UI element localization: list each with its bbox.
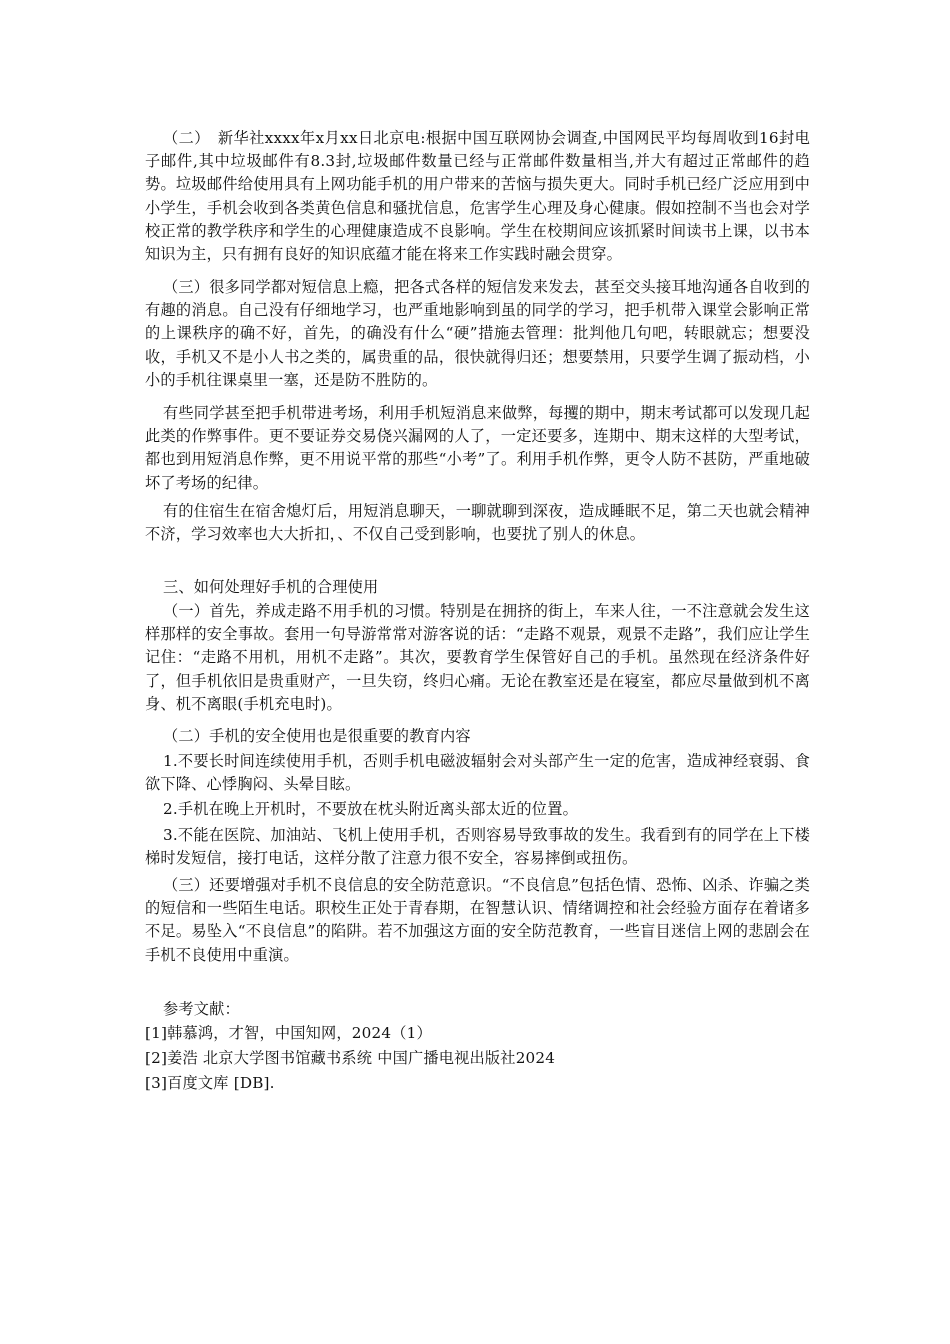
list-item-safe-use-1: 1.不要长时间连续使用手机，否则手机电磁波辐射会对头部产生一定的危害，造成神经衰弱、食欲下降、心悸胸闷、头晕目眩。 [145,752,810,794]
paragraph-section2-news: （二） 新华社xxxx年x月xx日北京电:根据中国互联网协会调查,中国网民平均每周收到16封电子邮件,其中垃圾邮件有8.3封,垃圾邮件数量已经与正常邮件数量相当,并大有超过正常邮件的趋势。垃圾邮件给使用具有上网功能手机的用户带来的苦恼与损失更大。同时手机已经广泛应用到中小学生，手机会收到各类黄色信息和骚扰信息，危害学生心理及身心健康。假如控制不当也会对学校正常的教学秩序和学生的心理健康造成不良影响。学生在校期间应该抓紧时间读书上课，以书本知识为主，只有拥有良好的知识底蕴才能在将来工作实践时融会贯穿。 [145,129,810,264]
references-heading: 参考文献： [163,1000,240,1018]
section3-heading: 三、如何处理好手机的合理使用 [163,578,379,596]
list-item-safe-use-3: 3.不能在医院、加油站、飞机上使用手机，否则容易导致事故的发生。我看到有的同学在上下楼梯时发短信，接打电话，这样分散了注意力很不安全，容易摔倒或扭伤。 [145,826,810,868]
paragraph-section3-walking: （一）首先，养成走路不用手机的习惯。特别是在拥挤的街上，车来人往，一不注意就会发生这样那样的安全事故。套用一句导游常常对游客说的话：“走路不观景，观景不走路”，我们应让学生记住：“走路不用机，用机不走路”。其次，要教育学生保管好自己的手机。虽然现在经济条件好了，但手机依旧是贵重财产，一旦失窃，终归心痛。无论在教室还是在寝室，都应尽量做到机不离身、机不离眼(手机充电时)。 [145,602,810,713]
reference-item-1: [1]韩慕鸿，才智，中国知网，2024（1） [145,1024,432,1042]
paragraph-section2-sms-addiction: （三）很多同学都对短信息上瘾，把各式各样的短信发来发去，甚至交头接耳地沟通各自收到的有趣的消息。自己没有仔细地学习，也严重地影响到虽的同学的学习，把手机带入课堂会影响正常的上课秩序的确不好，首先，的确没有什么“硬”措施去管理：批判他几句吧，转眼就忘；想要没收，手机又不是小人书之类的，属贵重的品，很快就得归还；想要禁用，只要学生调了振动档，小小的手机往课桌里一塞，还是防不胜防的。 [145,278,810,389]
paragraph-section3-bad-info: （三）还要增强对手机不良信息的安全防范意识。“不良信息”包括色情、恐怖、凶杀、诈骗之类的短信和一些陌生电话。职校生正处于青春期，在智慧认识、情绪调控和社会经验方面存在着诸多不足。易坠入“不良信息”的陷阱。若不加强这方面的安全防范教育，一些盲目迷信上网的悲剧会在手机不良使用中重演。 [145,876,810,964]
list-item-safe-use-2: 2.手机在晚上开机时，不要放在枕头附近离头部太近的位置。 [163,800,578,818]
paragraph-section2-dorm: 有的住宿生在宿舍熄灯后，用短消息聊天，一聊就聊到深夜，造成睡眠不足，第二天也就会精神不济，学习效率也大大折扣，、不仅自己受到影响，也要扰了别人的休息。 [145,502,810,544]
paragraph-section2-exam-cheating: 有些同学甚至把手机带进考场，利用手机短消息来做弊，每攫的期中，期末考试都可以发现几起此类的作弊事件。更不要证券交易侥兴漏网的人了，一定还要多，连期中、期末这样的大型考试，都也到用短消息作弊，更不用说平常的那些“小考”了。利用手机作弊，更令人防不甚防，严重地破坏了考场的纪律。 [145,404,810,492]
reference-item-3: [3]百度文库 [DB]. [145,1074,275,1092]
reference-item-2: [2]姜浩 北京大学图书馆藏书系统 中国广播电视出版社2024 [145,1049,556,1067]
paragraph-section3-safe-use-heading: （二）手机的安全使用也是很重要的教育内容 [163,727,471,745]
